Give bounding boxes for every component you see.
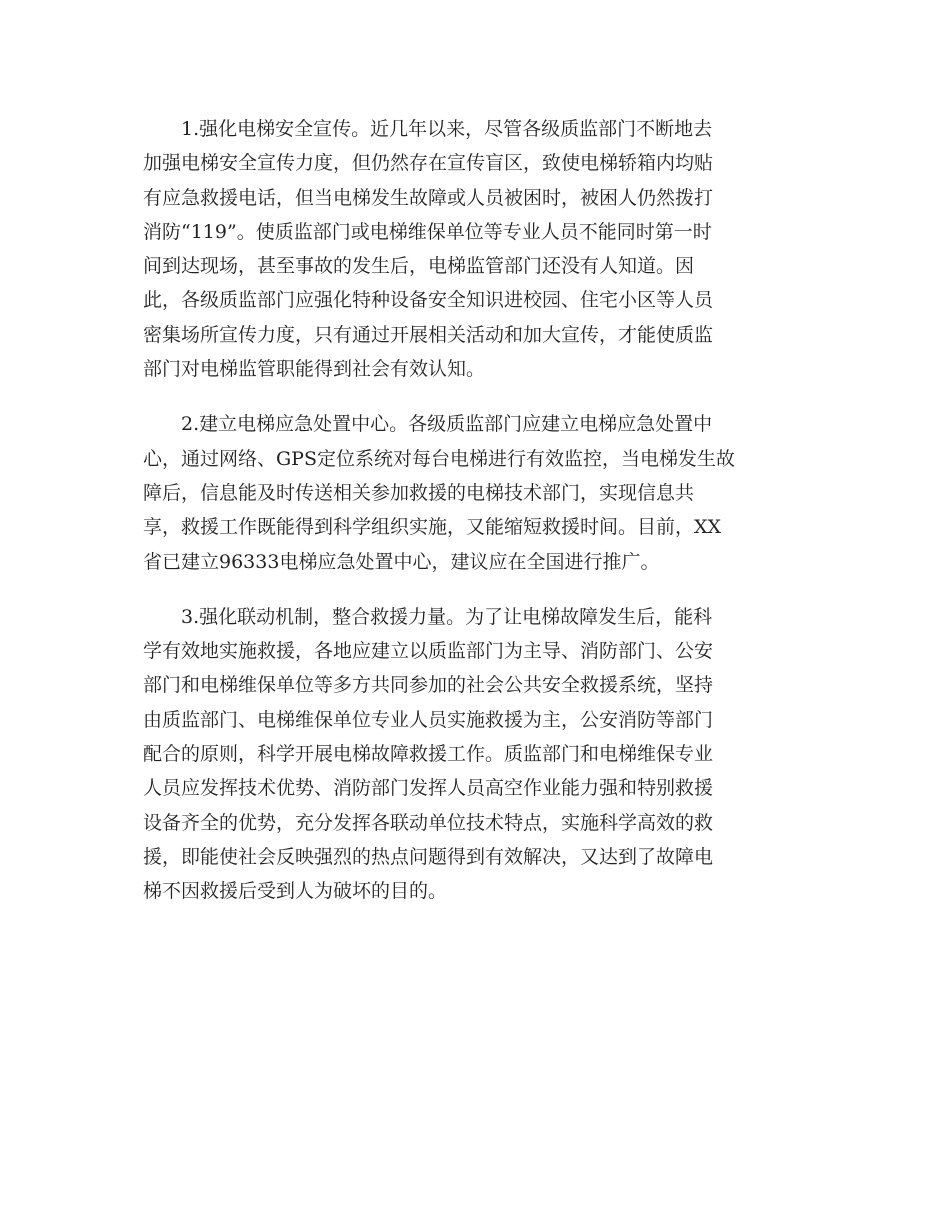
text-line: 2.建立电梯应急处置中心。各级质监部门应建立电梯应急处置中 — [143, 413, 713, 436]
text-line: 学有效地实施救援，各地应建立以质监部门为主导、消防部门、公安 — [143, 640, 714, 663]
text-line: 障后，信息能及时传送相关参加救援的电梯技术部门，实现信息共 — [143, 481, 695, 504]
text-line: 消防“119”。使质监部门或电梯维保单位等专业人员不能同时第一时 — [143, 220, 712, 243]
text-line: 梯不因救援后受到人为破坏的目的。 — [143, 880, 448, 903]
document-body — [143, 112, 807, 930]
text-line: 由质监部门、电梯维保单位专业人员实施救援为主，公安消防等部门 — [143, 708, 714, 731]
text-line: 1.强化电梯安全宣传。近几年以来，尽管各级质监部门不断地去 — [143, 118, 713, 140]
text-line: 享，救援工作既能得到科学组织实施，又能缩短救援时间。目前，XX — [143, 516, 722, 539]
text-line: 设备齐全的优势，充分发挥各联动单位技术特点，实施科学高效的救 — [143, 811, 714, 834]
text-line: 人员应发挥技术优势、消防部门发挥人员高空作业能力强和特别救援 — [143, 777, 714, 800]
text-line: 间到达现场，甚至事故的发生后，电梯监管部门还没有人知道。因 — [143, 255, 695, 278]
paragraph-2-emergency-center — [143, 407, 807, 578]
text-line: 省已建立96333电梯应急处置中心，建议应在全国进行推广。 — [143, 550, 660, 573]
text-line: 部门对电梯监管职能得到社会有效认知。 — [143, 358, 486, 381]
text-line: 有应急救援电话，但当电梯发生故障或人员被困时，被困人仍然拨打 — [143, 186, 714, 209]
text-line: 心，通过网络、GPS定位系统对每台电梯进行有效监控，当电梯发生故 — [143, 447, 735, 470]
text-line: 此，各级质监部门应强化特种设备安全知识进校园、住宅小区等人员 — [143, 289, 714, 312]
text-line: 加强电梯安全宣传力度，但仍然存在宣传盲区，致使电梯轿箱内均贴 — [143, 152, 714, 175]
text-line: 密集场所宣传力度，只有通过开展相关活动和加大宣传，才能使质监 — [143, 323, 714, 346]
paragraph-1-publicity — [143, 112, 807, 386]
paragraph-3-linkage-mechanism — [143, 600, 807, 909]
text-line: 3.强化联动机制，整合救援力量。为了让电梯故障发生后，能科 — [143, 605, 713, 628]
text-line: 部门和电梯维保单位等多方共同参加的社会公共安全救援系统，坚持 — [143, 674, 714, 697]
text-line: 配合的原则，科学开展电梯故障救援工作。质监部门和电梯维保专业 — [143, 743, 714, 766]
text-line: 援，即能使社会反映强烈的热点问题得到有效解决，又达到了故障电 — [143, 845, 714, 868]
